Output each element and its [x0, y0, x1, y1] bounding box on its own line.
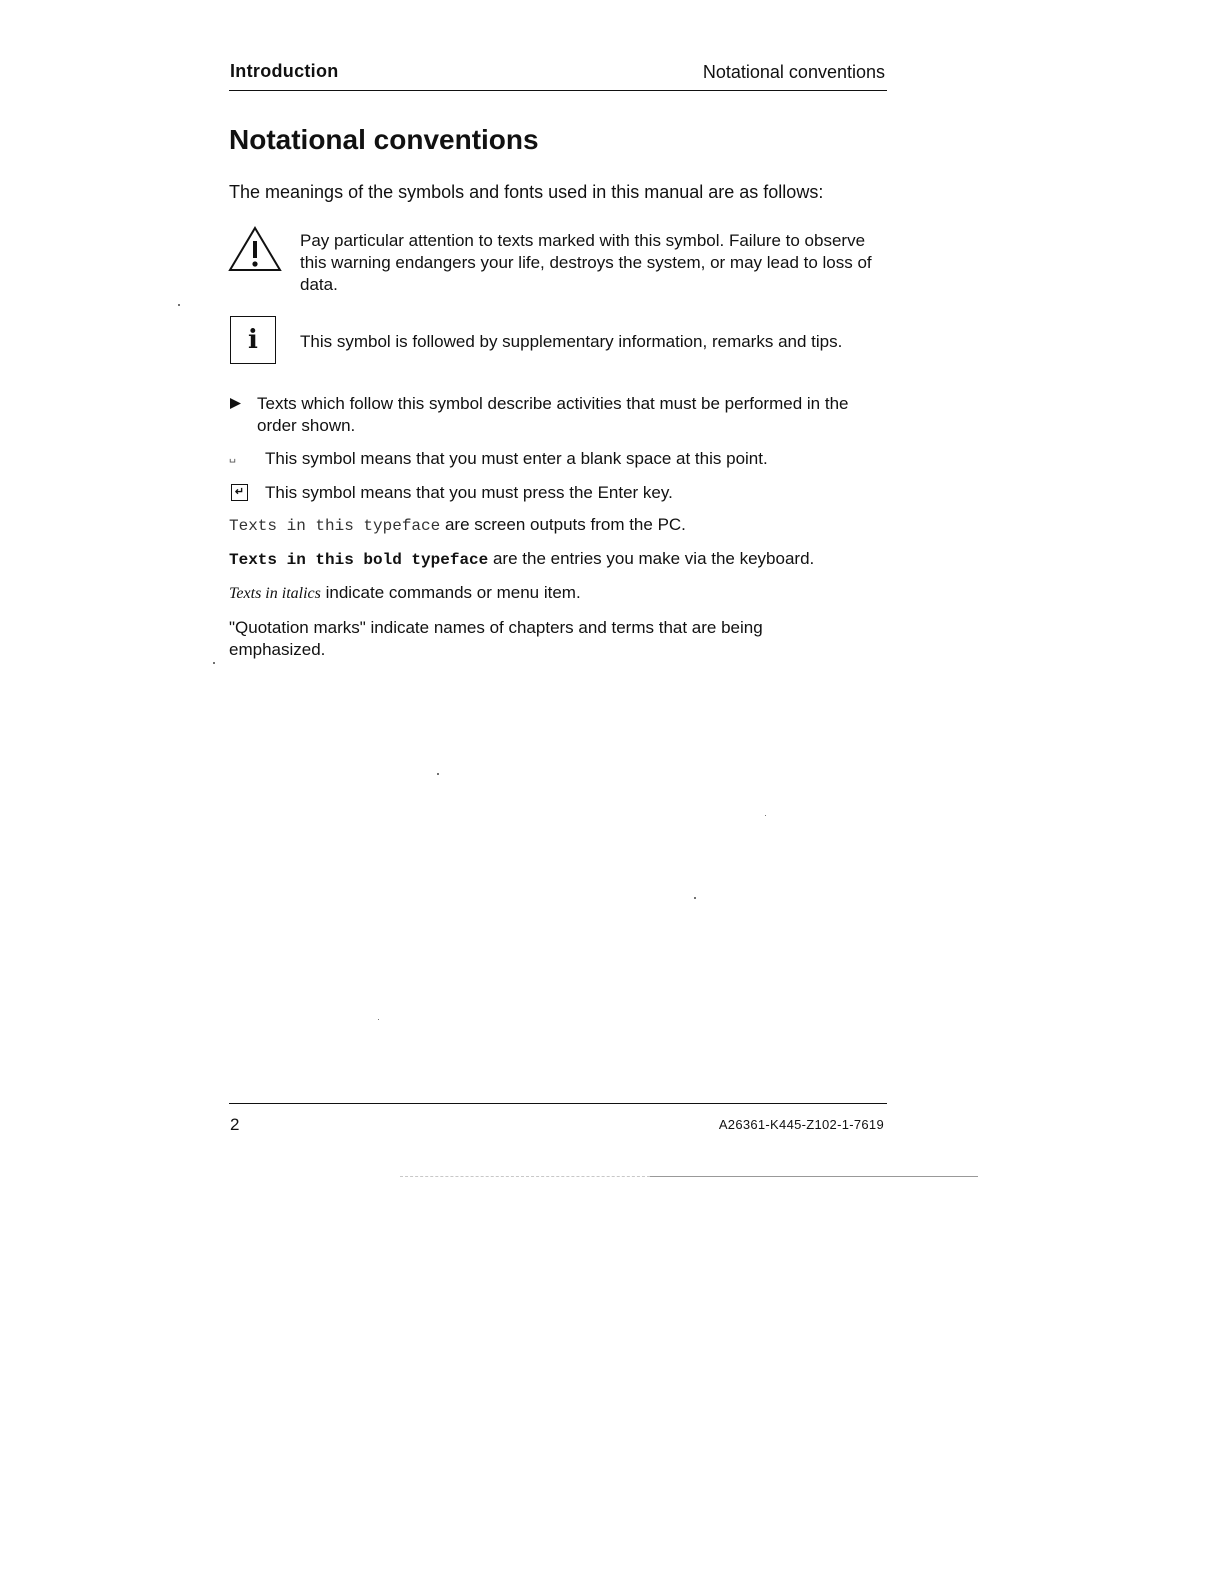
scan-artifact-dot	[437, 773, 439, 775]
keyboard-entry-sample: Texts in this bold typeface	[229, 551, 489, 569]
header-section: Introduction	[230, 61, 339, 81]
warning-description: Pay particular attention to texts marked with this symbol. Failure to observe this warning endangers your life, destroys the system, or may lead to loss of data.	[300, 231, 872, 294]
scan-artifact-dot	[213, 662, 215, 664]
scan-artifact-dot	[378, 1019, 379, 1020]
info-icon: i	[230, 316, 276, 364]
keyboard-entry-line	[229, 549, 814, 569]
italics-description: indicate commands or menu item.	[320, 583, 581, 602]
scan-artifact-dot	[178, 304, 180, 306]
enter-key-icon: ↵	[231, 484, 248, 501]
italics-sample: Texts in italics	[229, 585, 321, 602]
warning-triangle-icon	[228, 226, 282, 272]
intro-paragraph: The meanings of the symbols and fonts used in this manual are as follows:	[229, 182, 824, 202]
italics-line	[229, 583, 581, 603]
header-topic: Notational conventions	[702, 62, 885, 82]
scan-artifact-dot	[694, 897, 696, 899]
running-footer	[229, 1103, 887, 1134]
page-number: 2	[230, 1115, 240, 1134]
enter-key-description: This symbol means that you must press the Enter key.	[265, 483, 673, 502]
triangle-right-icon	[230, 398, 241, 409]
scan-artifact-line	[650, 1176, 978, 1177]
info-description: This symbol is followed by supplementary information, remarks and tips.	[300, 332, 843, 351]
blank-space-description: This symbol means that you must enter a blank space at this point.	[265, 449, 768, 468]
document-code: A26361-K445-Z102-1-7619	[718, 1117, 884, 1132]
screen-output-description: are screen outputs from the PC.	[440, 515, 686, 534]
blank-space-symbol: ␣	[229, 451, 237, 463]
screen-output-sample: Texts in this typeface	[229, 517, 441, 535]
page-title: Notational conventions	[229, 124, 539, 155]
keyboard-entry-description: are the entries you make via the keyboard.	[488, 549, 815, 568]
step-description: Texts which follow this symbol describe activities that must be performed in the order shown.	[257, 394, 849, 435]
running-header	[229, 60, 887, 91]
quotation-description: "Quotation marks" indicate names of chapters and terms that are being emphasized.	[229, 618, 763, 659]
screen-output-line	[229, 515, 686, 535]
scan-artifact-line	[400, 1176, 650, 1177]
scan-artifact-dot	[765, 815, 766, 816]
